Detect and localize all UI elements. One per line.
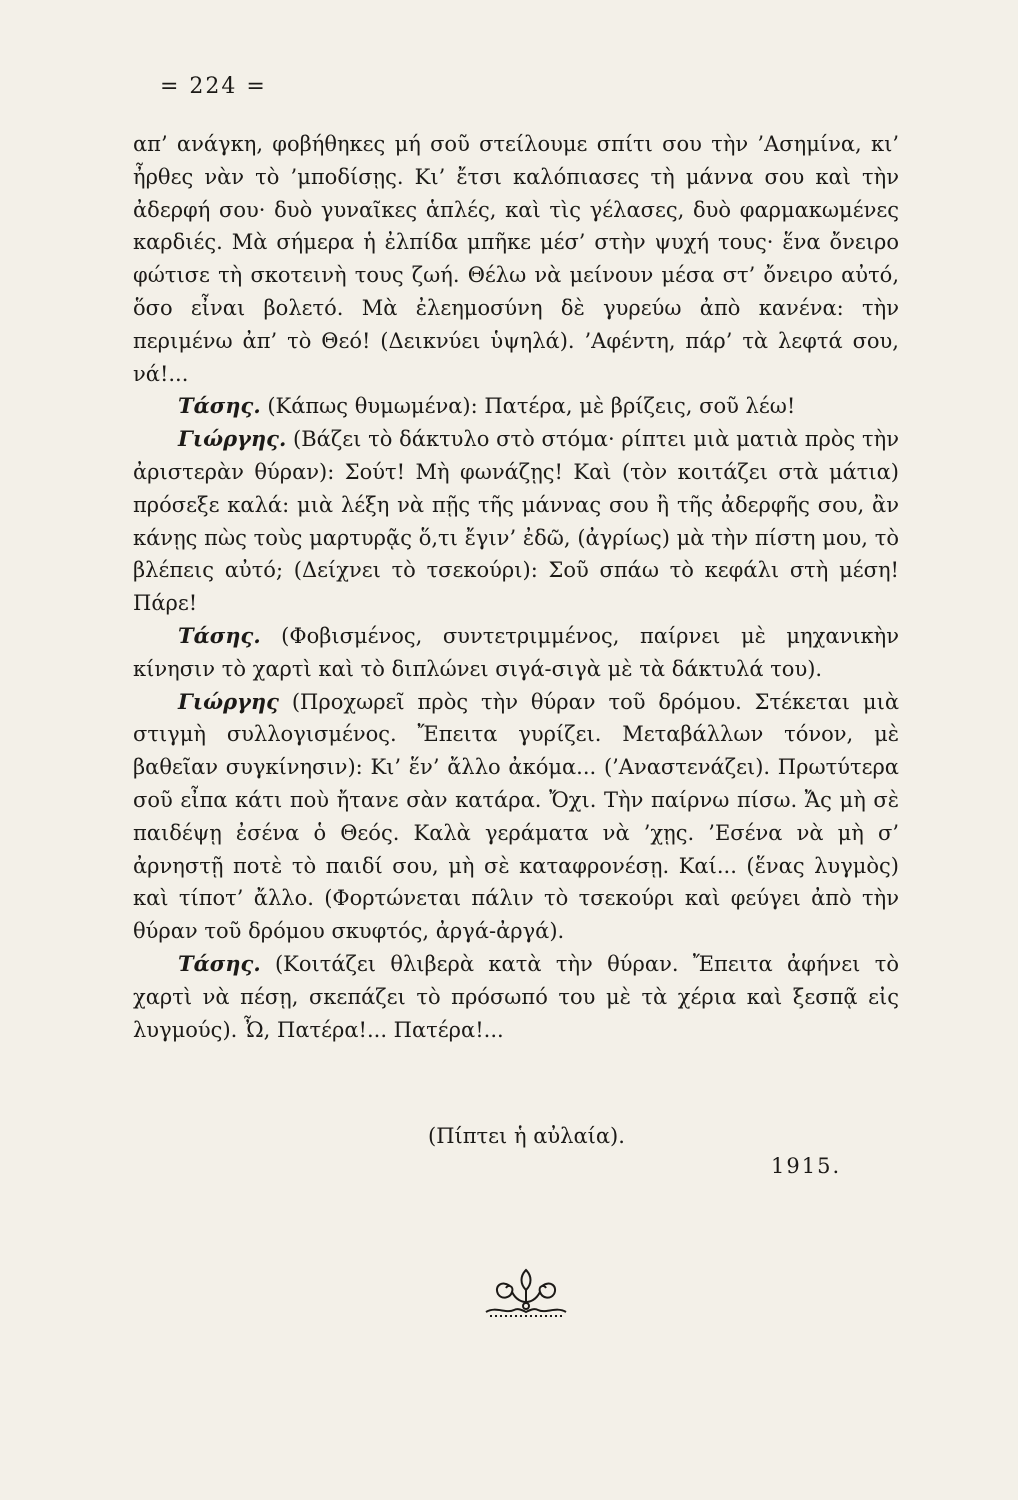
speech-text: (Βάζει τὸ δάκτυλο στὸ στόμα· ρίπτει μιὰ ματιὰ πρὸς τὴν ἀριστερὰν θύραν): Σούτ! Μὴ φωνάζῃς! Καὶ (τὸν κοιτάζει στὰ μάτια) πρόσεξε καλά: μιὰ λέξη νὰ πῇς τῆς μάννας σου ἢ τῆς ἀδερφῆς σου, ἂν κάνῃς πὼς τοὺς μαρτυρᾷς ὅ,τι ἔγιν’ ἐδῶ, (ἀγρίως) μὰ τὴν πίστη μου, τὸ βλέπεις αὐτό; (Δείχνει τὸ τσεκούρι): Σοῦ σπάω τὸ κεφάλι στὴ μέση! Πάρε! [133,427,899,616]
page-number: = 224 = [160,74,267,99]
speaker-name: Τάσης. [178,950,261,976]
speech-giorgis-2 [133,686,899,948]
paragraph-text: απ’ ανάγκη, φοβήθηκες μή σοῦ στείλουμε σπίτι σου τὴν ’Ασημίνα, κι’ ἦρθες νὰν τὸ ’μποδίσῃς. Κι’ ἔτσι καλόπιασες τὴ μάννα σου καὶ τὴν ἀδερφή σου· δυὸ γυναῖκες ἁπλές, καὶ τὶς γέλασες, δυὸ φαρμακωμένες καρδιές. Μὰ σήμερα ἡ ἐλπίδα μπῆκε μέσ’ στὴν ψυχή τους· ἕνα ὄνειρο φώτισε τὴ σκοτεινὴ τους ζωή. Θέλω νὰ μείνουν μέσα στ’ ὄνειρο αὐτό, ὅσο εἶναι βολετό. Μὰ ἐλεημοσύνη δὲ γυρεύω ἀπὸ κανένα: τὴν περιμένω ἀπ’ τὸ Θεό! (Δεικνύει ὑψηλά). ’Αφέντη, πάρ’ τὰ λεφτά σου, νά!... [133,132,899,386]
speech-tasis-3 [133,948,899,1046]
speech-tasis-2 [133,620,899,686]
speech-tasis-1 [133,390,899,423]
speaker-name: Γιώργης. [178,426,287,452]
speech-giorgis-1 [133,423,899,620]
closing-stage-direction: (Πίπτει ἡ αὐλαία). [428,1124,625,1148]
speech-text: (Προχωρεῖ πρὸς τὴν θύραν τοῦ δρόμου. Στέκεται μιὰ στιγμὴ συλλογισμένος. Ἔπειτα γυρίζει. Μεταβάλλων τόνον, μὲ βαθεῖαν συγκίνησιν): Κι’ ἕν’ ἄλλο ἀκόμα... (’Αναστενάζει). Πρωτύτερα σοῦ εἶπα κάτι ποὺ ἤτανε σὰν κατάρα. Ὄχι. Τὴν παίρνω πίσω. Ἄς μὴ σὲ παιδέψῃ ἐσένα ὁ Θεός. Καλὰ γεράματα νὰ ’χῃς. ’Εσένα νὰ μὴ σ’ ἀρνηστῇ ποτὲ τὸ παιδί σου, μὴ σὲ καταφρονέσῃ. Καί... (ἕνας λυγμὸς) καὶ τίποτ’ ἄλλο. (Φορτώνεται πάλιν τὸ τσεκούρι καὶ φεύγει ἀπὸ τὴν θύραν τοῦ δρόμου σκυφτός, ἀργά-ἀργά). [133,689,899,944]
year-date: 1915. [771,1154,842,1178]
play-text [133,128,899,1046]
speech-text: (Φοβισμένος, συντετριμμένος, παίρνει μὲ μηχανικὴν κίνησιν τὸ χαρτὶ καὶ τὸ διπλώνει σιγά-σιγὰ μὲ τὰ δάκτυλά του). [133,623,899,681]
speech-text: (Κοιτάζει θλιβερὰ κατὰ τὴν θύραν. Ἔπειτα ἀφήνει τὸ χαρτὶ νὰ πέσῃ, σκεπάζει τὸ πρόσωπό του μὲ τὰ χέρια καὶ ξεσπᾷ εἰς λυγμούς). Ὦ, Πατέρα!... Πατέρα!... [133,951,899,1042]
paragraph-continuation [133,128,899,390]
speaker-name: Τάσης. [178,393,261,419]
speech-text: (Κάπως θυμωμένα): Πατέρα, μὲ βρίζεις, σοῦ λέω! [260,394,796,419]
speaker-name: Τάσης. [178,622,261,648]
speaker-name: Γιώργης [178,688,279,714]
fleuron-ornament-icon [480,1266,572,1318]
